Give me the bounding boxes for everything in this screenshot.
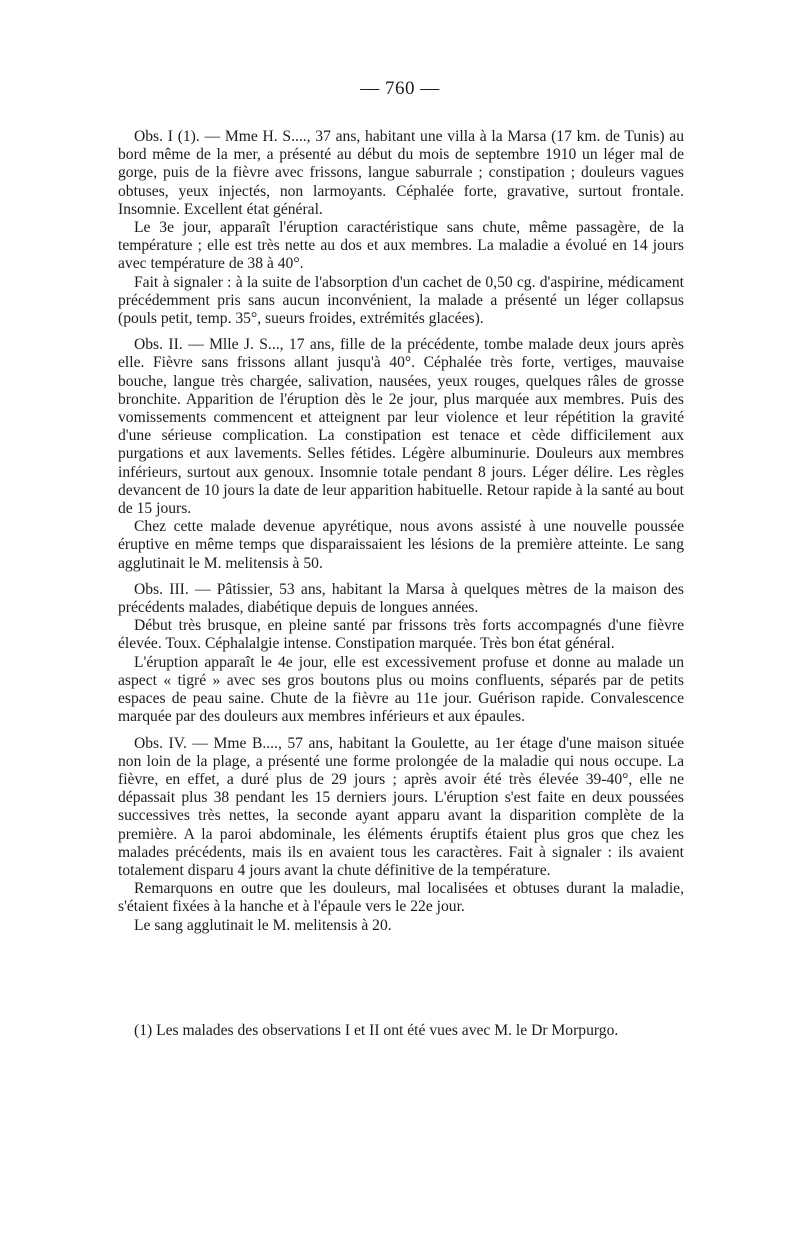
obs-2-paragraph: Obs. II. — Mlle J. S..., 17 ans, fille de la précédente, tombe malade deux jours après elle. Fièvre sans frissons allant jusqu'à 40°. Céphalée très forte, vertiges, mauvaise bouche, langue très chargée, salivation, nausées, yeux rouges, quelques râles de grosse bronchite. Apparition de l'éruption dès le 2e jour, plus marquée aux membres. Puis des vomissements commencent et atteignent par leur violence et leur répétition la gravité d'une sérieuse complication. La constipation est tenace et cède difficilement aux purgations et aux lavements. Selles fétides. Légère albuminurie. Douleurs aux membres inférieurs, surtout aux genoux. Insomnie totale pendant 8 jours. Léger délire. Les règles devancent de 10 jours la date de leur apparition habituelle. Retour rapide à la santé au bout de 15 jours. <box>118 336 684 518</box>
obs-3-eruption-paragraph: L'éruption apparaît le 4e jour, elle est excessivement profuse et donne au malade un aspect « tigré » avec ses gros boutons plus ou moins confluents, séparés par de petits espaces de peau saine. Chute de la fièvre au 11e jour. Guérison rapide. Convalescence marquée par des douleurs aux membres inférieurs et aux épaules. <box>118 653 684 726</box>
obs-1-paragraph: Obs. I (1). — Mme H. S...., 37 ans, habitant une villa à la Marsa (17 km. de Tunis) au bord même de la mer, a présenté au début du mois de septembre 1910 un léger mal de gorge, puis de la fièvre avec frissons, langue saburrale ; constipation ; douleurs vagues obtuses, yeux injectés, non larmoyants. Céphalée forte, gravative, surtout frontale. Insomnie. Excellent état général. <box>118 128 684 218</box>
obs-2-relapse-paragraph: Chez cette malade devenue apyrétique, nous avons assisté à une nouvelle poussée éruptive en même temps que disparaissaient les lésions de la première atteinte. Le sang agglutinait le M. melitensis à 50. <box>118 518 684 572</box>
body-text <box>118 128 684 935</box>
obs-4-paragraph: Obs. IV. — Mme B...., 57 ans, habitant la Goulette, au 1er étage d'une maison située non loin de la plage, a présenté une forme prolongée de la maladie qui nous occupe. La fièvre, en effet, a duré plus de 29 jours ; après avoir été très élevée 39-40°, elle ne dépassait plus 38 pendant les 15 derniers jours. L'éruption s'est faite en deux poussées successives très nettes, la seconde ayant apparu avant la disparition complète de la première. A la paroi abdominale, les éléments éruptifs étaient plus gros que chez les malades précédents, mais ils en avaient tous les caractères. Fait à signaler : ils avaient totalement disparu 4 jours avant la chute définitive de la température. <box>118 734 684 879</box>
obs-1-aspirin-paragraph: Fait à signaler : à la suite de l'absorption d'un cachet de 0,50 cg. d'aspirine, médicament précédemment pris sans aucun inconvénient, la malade a présenté un léger collapsus (pouls petit, temp. 35°, sueurs froides, extrémités glacées). <box>118 273 684 328</box>
obs-3-onset-paragraph: Début très brusque, en pleine santé par frissons très forts accompagnés d'une fièvre élevée. Toux. Céphalalgie intense. Constipation marquée. Très bon état général. <box>118 617 684 653</box>
footnote-text: (1) Les malades des observations I et II ont été vues avec M. le Dr Morpurgo. <box>134 1022 619 1039</box>
obs-3-paragraph: Obs. III. — Pâtissier, 53 ans, habitant la Marsa à quelques mètres de la maison des précédents malades, diabétique depuis de longues années. <box>118 580 684 617</box>
obs-4-pain-paragraph: Remarquons en outre que les douleurs, mal localisées et obtuses durant la maladie, s'étaient fixées à la hanche et à l'épaule vers le 22e jour. <box>118 880 684 916</box>
page-number: — 760 — <box>360 78 440 99</box>
footnote <box>118 1022 684 1040</box>
obs-4-agglutination-paragraph: Le sang agglutinait le M. melitensis à 20. <box>134 916 392 934</box>
obs-1-eruption-paragraph: Le 3e jour, apparaît l'éruption caractéristique sans chute, même passagère, de la température ; elle est très nette au dos et aux membres. La maladie a évolué en 14 jours avec température de 38 à 40°. <box>118 219 684 273</box>
